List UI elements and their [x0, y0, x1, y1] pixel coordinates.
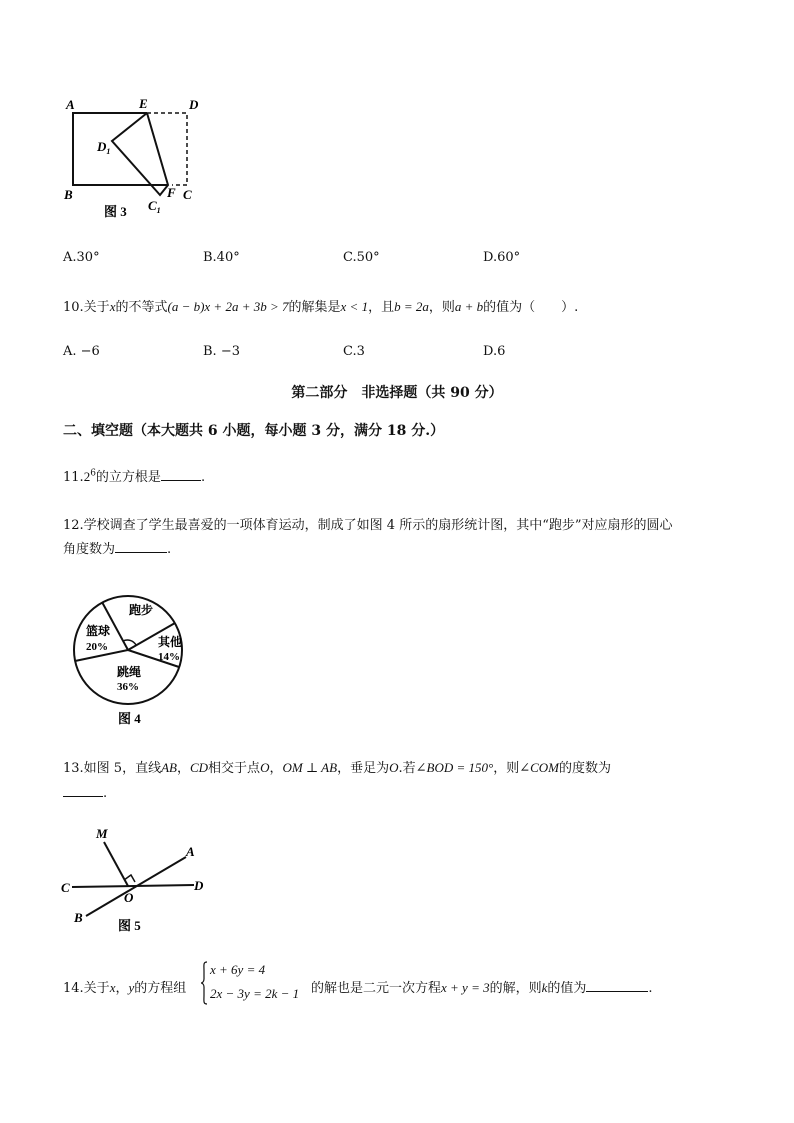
q13-text6: 的度数为	[559, 761, 612, 776]
q13-angle-com: ∠COM	[519, 760, 559, 775]
q13-text2: ，	[269, 761, 283, 776]
slice-label-paobu: 跑步	[129, 603, 154, 617]
figure-3-caption: 图 3	[104, 204, 127, 219]
q10-condition: b = 2a	[394, 299, 429, 314]
folded-edge-dashed	[147, 113, 187, 185]
q13-answer-line	[63, 784, 107, 801]
q14-text1: 的方程组	[134, 981, 187, 996]
q13-prefix: 13.如图 5，直线	[63, 761, 162, 776]
slice-value-lanqiu: 20%	[86, 641, 108, 653]
q12-answer-blank[interactable]	[115, 540, 167, 553]
q13-end: .	[103, 786, 108, 801]
q14-equation-2: 2x − 3y = 2k − 1	[210, 986, 300, 1001]
figure-5	[58, 820, 218, 938]
q12-line2	[63, 538, 171, 557]
q14-var-y: y	[128, 980, 135, 995]
slice-label-qita: 其他	[158, 635, 183, 649]
q11-text: 的立方根是	[95, 470, 161, 485]
q10-var-x: x	[109, 299, 116, 314]
q13-line-ab: AB	[161, 760, 177, 775]
q10-text3: ，且	[368, 300, 395, 315]
question-11	[63, 466, 205, 485]
q14-equation-1: x + 6y = 4	[210, 962, 266, 977]
q13-line-cd: CD	[189, 760, 209, 775]
q12-line1: 12.学校调查了学生最喜爱的一项体育运动，制成了如图 4 所示的扇形统计图，其中“跑步”对应扇形的圆心	[63, 518, 673, 533]
q11-prefix: 11.	[63, 470, 84, 485]
label-D: D	[194, 878, 204, 893]
label-M: M	[96, 826, 108, 841]
q14-lead	[63, 977, 186, 996]
q10-option-d[interactable]: D.6	[483, 344, 506, 359]
q12-end: .	[167, 542, 172, 557]
q14-var-k: k	[541, 980, 548, 995]
label-E: E	[139, 96, 148, 111]
q11-base: 2	[83, 469, 91, 484]
label-B: B	[64, 187, 73, 202]
label-C: C	[61, 880, 70, 895]
q10-text2: 的解集是	[288, 300, 341, 315]
q14-text2: 的解也是二元一次方程	[311, 981, 442, 996]
q14-comma: ，	[115, 981, 129, 996]
q9-option-c[interactable]: C.50°	[343, 250, 380, 265]
label-A: A	[66, 97, 75, 112]
q13-sep: ，	[176, 761, 190, 776]
q9-option-a[interactable]: A.30°	[63, 250, 100, 265]
part-2-title: 第二部分 非选择题（共 90 分）	[291, 385, 503, 401]
q13-text5: ，则	[493, 761, 520, 776]
q10-option-c[interactable]: C.3	[343, 344, 365, 359]
rect-abef-outline	[73, 113, 168, 185]
label-F: F	[167, 185, 176, 200]
figure-5-caption: 图 5	[118, 918, 141, 933]
figure-4-pie-chart	[62, 584, 192, 729]
q10-text1: 的不等式	[115, 300, 168, 315]
q13-text4: .若	[398, 761, 416, 776]
q13-angle-bod: ∠BOD = 150°	[415, 760, 494, 775]
label-C: C	[183, 187, 192, 202]
label-B: B	[74, 910, 83, 925]
q10-options	[63, 344, 683, 359]
slice-value-tiaosheng: 36%	[117, 681, 139, 693]
q9-options	[63, 250, 683, 265]
question-13	[63, 757, 611, 776]
label-D: D	[189, 97, 199, 112]
q14-text3: 的解，则	[489, 981, 542, 996]
q10-option-a[interactable]: A. −6	[63, 344, 100, 359]
q14-brace	[200, 961, 208, 1005]
q10-text4: ，则	[428, 300, 455, 315]
section-2-title: 二、填空题（本大题共 6 小题，每小题 3 分，满分 18 分.）	[63, 423, 445, 439]
q11-exponent: 6	[90, 468, 96, 479]
q13-point-o: O	[260, 760, 270, 775]
q10-prefix: 10.关于	[63, 300, 110, 315]
q14-end: .	[648, 981, 653, 996]
q14-answer-blank[interactable]	[586, 979, 648, 992]
q12-text: 角度数为	[63, 542, 116, 557]
q13-text1: 相交于点	[208, 761, 261, 776]
q10-solution: x < 1	[340, 299, 369, 314]
folded-quad	[112, 113, 168, 195]
q14-text4: 的值为	[547, 981, 587, 996]
q13-answer-blank[interactable]	[63, 784, 103, 797]
slice-label-lanqiu: 篮球	[86, 624, 111, 638]
q10-inequality: (a − b)x + 2a + 3b > 7	[167, 299, 289, 314]
question-10	[63, 296, 578, 315]
q10-expression: a + b	[454, 299, 484, 314]
label-A: A	[186, 844, 195, 859]
q10-option-b[interactable]: B. −3	[203, 344, 240, 359]
q13-point-o-2: O	[389, 760, 399, 775]
q13-text3: ，垂足为	[337, 761, 390, 776]
q13-perpendicular: OM ⊥ AB	[282, 760, 338, 775]
line-cd	[72, 885, 194, 887]
figure-3	[60, 93, 220, 223]
q14-tail	[311, 977, 653, 996]
q9-option-b[interactable]: B.40°	[203, 250, 240, 265]
q10-text5: 的值为（ ）.	[483, 300, 579, 315]
label-C1: $C_1$	[148, 198, 161, 215]
slice-label-tiaosheng: 跳绳	[117, 665, 142, 679]
q11-answer-blank[interactable]	[161, 468, 201, 481]
q14-equation-3: x + y = 3	[441, 980, 490, 995]
q9-option-d[interactable]: D.60°	[483, 250, 521, 265]
label-D1: $D_1$	[97, 139, 111, 156]
label-O: O	[124, 890, 134, 905]
figure-4-caption: 图 4	[118, 711, 141, 726]
slice-value-qita: 14%	[158, 651, 180, 663]
q14-prefix: 14.关于	[63, 981, 110, 996]
q11-end: .	[200, 470, 206, 485]
q14-var-x: x	[109, 980, 116, 995]
